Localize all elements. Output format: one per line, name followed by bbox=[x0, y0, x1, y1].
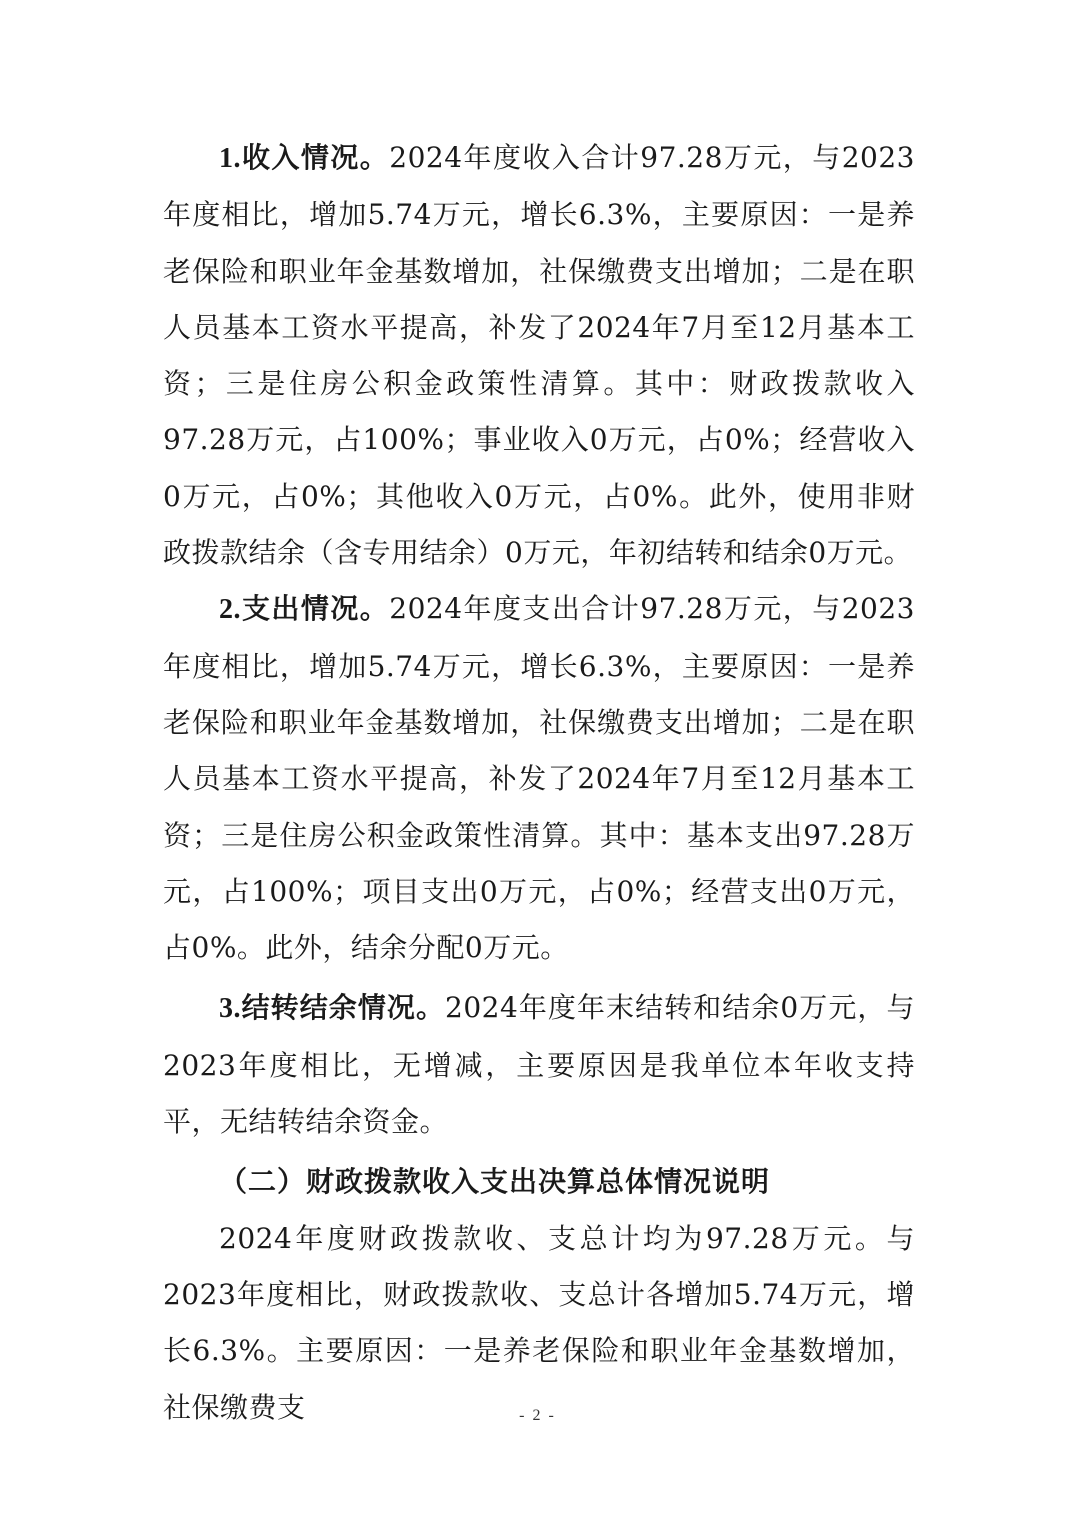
document-body bbox=[163, 130, 915, 1436]
expenditure-heading: 2.支出情况。 bbox=[219, 594, 390, 626]
carryover-heading: 3.结转结余情况。 bbox=[219, 993, 446, 1025]
income-text: 2024年度收入合计97.28万元，与2023年度相比，增加5.74万元，增长6.3%，主要原因：一是养老保险和职业年金基数增加，社保缴费支出增加；二是在职人员基本工资水平提高，补发了2024年7月至12月基本工资；三是住房公积金政策性清算。其中：财政拨款收入97.28万元，占100%；事业收入0万元，占0%；经营收入0万元，占0%；其他收入0万元，占0%。此外，使用非财政拨款结余（含专用结余）0万元，年初结转和结余0万元。 bbox=[163, 141, 915, 570]
income-paragraph bbox=[163, 130, 915, 581]
section-heading: （二）财政拨款收入支出决算总体情况说明 bbox=[219, 1165, 771, 1199]
income-heading: 1.收入情况。 bbox=[219, 143, 390, 174]
expenditure-text: 2024年度支出合计97.28万元，与2023年度相比，增加5.74万元，增长6.3%，主要原因：一是养老保险和职业年金基数增加，社保缴费支出增加；二是在职人员基本工资水平提高，补发了2024年7月至12月基本工资；三是住房公积金政策性清算。其中：基本支出97.28万元，占100%；项目支出0万元，占0%；经营支出0万元，占0%。此外，结余分配0万元。 bbox=[163, 592, 915, 965]
expenditure-paragraph bbox=[163, 581, 915, 976]
page-number: - 2 - bbox=[519, 1407, 556, 1424]
carryover-text: 2024年度年末结转和结余0万元，与2023年度相比，无增减，主要原因是我单位本年收支持平，无结转结余资金。 bbox=[163, 991, 915, 1139]
fiscal-appropriation-paragraph: 2024年度财政拨款收、支总计均为97.28万元。与2023年度相比，财政拨款收、支总计各增加5.74万元，增长6.3%。主要原因：一是养老保险和职业年金基数增加，社保缴费支 bbox=[163, 1221, 915, 1424]
carryover-paragraph bbox=[163, 980, 915, 1150]
